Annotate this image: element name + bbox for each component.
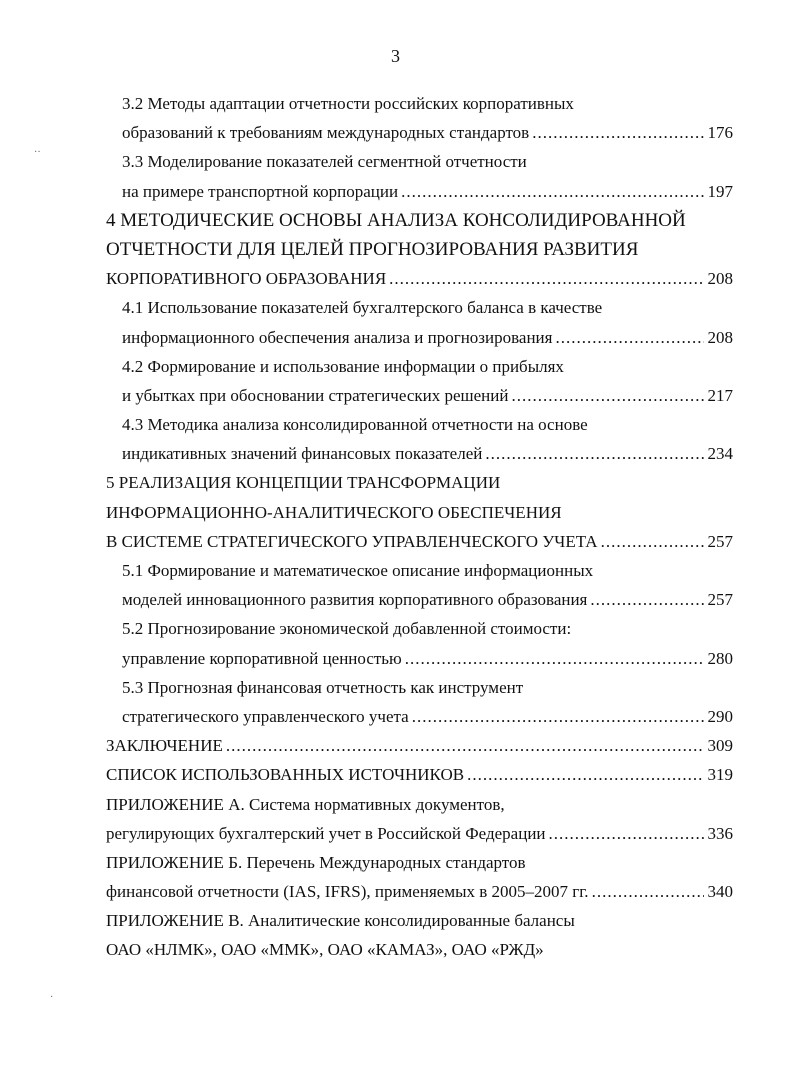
toc-entry-text: образований к требованиям международных стандартов: [122, 123, 530, 143]
toc-entry-text: 5 РЕАЛИЗАЦИЯ КОНЦЕПЦИИ ТРАНСФОРМАЦИИ: [106, 473, 501, 493]
toc-entry-text: и убытках при обосновании стратегических решений: [122, 385, 509, 405]
dot-leader: [226, 731, 704, 760]
toc-chapter: [106, 498, 733, 527]
toc-entry-text: ПРИЛОЖЕНИЕ А. Система нормативных документов,: [106, 794, 505, 814]
dot-leader: [412, 702, 704, 731]
toc-chapter: [106, 790, 733, 819]
toc-entry: [122, 293, 733, 322]
toc-chapter: [106, 906, 733, 935]
toc-page-number: 208: [707, 327, 733, 347]
dot-leader: [485, 439, 703, 468]
toc-entry-text: 4.2 Формирование и использование информации о прибылях: [122, 356, 564, 376]
toc-entry: [122, 410, 733, 439]
dot-leader: [592, 877, 704, 906]
toc-chapter: [106, 264, 733, 293]
toc-entry-text: 4 МЕТОДИЧЕСКИЕ ОСНОВЫ АНАЛИЗА КОНСОЛИДИРОВАННОЙ: [106, 209, 686, 231]
toc-page-number: 290: [707, 706, 733, 726]
toc-entry-text: информационного обеспечения анализа и прогнозирования: [122, 327, 553, 347]
toc-entry-text: 3.3 Моделирование показателей сегментной отчетности: [122, 152, 527, 172]
toc-entry-text: 5.3 Прогнозная финансовая отчетность как инструмент: [122, 677, 524, 697]
toc-entry: [122, 702, 733, 731]
toc-entry-text: на примере транспортной корпорации: [122, 181, 399, 201]
toc-entry-text: 3.2 Методы адаптации отчетности российских корпоративных: [122, 94, 574, 113]
toc-page-number: 280: [707, 648, 733, 668]
toc-entry: [122, 556, 733, 585]
toc-chapter: [106, 468, 733, 497]
toc-page-number: 309: [707, 736, 733, 756]
toc-entry-text: ПРИЛОЖЕНИЕ В. Аналитические консолидированные балансы: [106, 911, 575, 931]
toc-entry-text: 4.1 Использование показателей бухгалтерского баланса в качестве: [122, 298, 603, 318]
toc-entry-text: моделей инновационного развития корпоративного образования: [122, 590, 588, 610]
dot-leader: [511, 381, 703, 410]
toc-entry: [122, 118, 733, 147]
table-of-contents: [0, 89, 791, 965]
toc-page-number: 176: [707, 123, 733, 143]
toc-entry: [122, 439, 733, 468]
toc-page-number: 336: [707, 823, 733, 843]
toc-entry: [122, 381, 733, 410]
dot-leader: [549, 819, 704, 848]
toc-chapter: [106, 819, 733, 848]
dot-leader: [555, 323, 703, 352]
toc-entry: [122, 585, 733, 614]
toc-page-number: 197: [707, 181, 733, 201]
toc-page-number: 208: [707, 269, 733, 289]
toc-chapter: [106, 235, 733, 264]
toc-entry-text: 4.3 Методика анализа консолидированной отчетности на основе: [122, 415, 588, 435]
toc-entry-text: ЗАКЛЮЧЕНИЕ: [106, 736, 223, 756]
toc-entry-text: 5.1 Формирование и математическое описание информационных: [122, 561, 594, 580]
toc-chapter: [106, 206, 733, 235]
scan-speck-top: ··: [34, 147, 41, 158]
toc-page-number: 319: [707, 765, 733, 785]
toc-page-number: 340: [707, 882, 733, 902]
dot-leader: [401, 177, 703, 206]
toc-chapter: [106, 760, 733, 789]
toc-entry-text: 5.2 Прогнозирование экономической добавленной стоимости:: [122, 619, 572, 639]
toc-entry-text: финансовой отчетности (IAS, IFRS), применяемых в 2005–2007 гг.: [106, 882, 589, 902]
toc-page-number: 217: [707, 385, 733, 405]
dot-leader: [467, 760, 703, 789]
toc-entry: [122, 323, 733, 352]
toc-entry-text: индикативных значений финансовых показателей: [122, 444, 483, 464]
toc-chapter: [106, 935, 733, 964]
toc-entry-text: управление корпоративной ценностью: [122, 648, 402, 668]
toc-entry-text: ОАО «НЛМК», ОАО «ММК», ОАО «КАМАЗ», ОАО «РЖД»: [106, 940, 544, 960]
dot-leader: [532, 118, 703, 147]
toc-entry-text: стратегического управленческого учета: [122, 706, 409, 726]
toc-entry: [122, 673, 733, 702]
toc-entry: [122, 352, 733, 381]
toc-chapter: [106, 731, 733, 760]
toc-entry: [122, 644, 733, 673]
toc-entry-text: КОРПОРАТИВНОГО ОБРАЗОВАНИЯ: [106, 269, 387, 289]
toc-entry-text: В СИСТЕМЕ СТРАТЕГИЧЕСКОГО УПРАВЛЕНЧЕСКОГО УЧЕТА: [106, 531, 598, 551]
scan-speck-bottom: ·: [50, 992, 54, 1003]
toc-entry: [122, 147, 733, 176]
toc-entry: [122, 177, 733, 206]
toc-entry-text: СПИСОК ИСПОЛЬЗОВАННЫХ ИСТОЧНИКОВ: [106, 765, 465, 785]
toc-entry-text: ИНФОРМАЦИОННО-АНАЛИТИЧЕСКОГО ОБЕСПЕЧЕНИЯ: [106, 502, 562, 522]
dot-leader: [389, 264, 703, 293]
dot-leader: [405, 644, 704, 673]
toc-entry: [122, 614, 733, 643]
toc-entry: [122, 89, 733, 118]
toc-page-number: 257: [707, 531, 733, 551]
toc-entry-text: ПРИЛОЖЕНИЕ Б. Перечень Международных стандартов: [106, 852, 526, 872]
toc-chapter: [106, 877, 733, 906]
dot-leader: [601, 527, 704, 556]
toc-page-number: 234: [707, 444, 733, 464]
toc-entry-text: регулирующих бухгалтерский учет в Российской Федерации: [106, 823, 546, 843]
toc-entry-text: ОТЧЕТНОСТИ ДЛЯ ЦЕЛЕЙ ПРОГНОЗИРОВАНИЯ РАЗВИТИЯ: [106, 238, 639, 260]
toc-chapter: [106, 527, 733, 556]
page-number: 3: [391, 46, 400, 66]
dot-leader: [590, 585, 703, 614]
toc-chapter: [106, 848, 733, 877]
toc-page-number: 257: [707, 590, 733, 610]
